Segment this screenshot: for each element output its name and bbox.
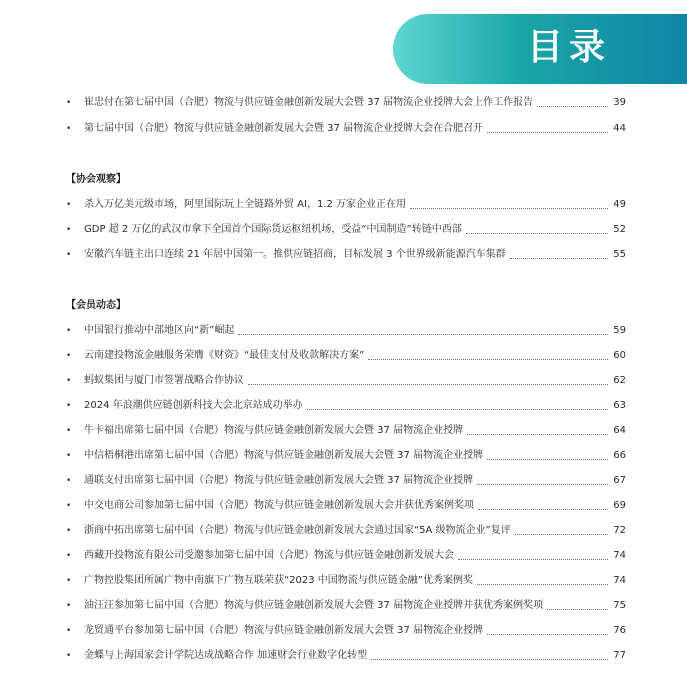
toc-entry-title: 蚂蚁集团与厦门市签署战略合作协议 [84, 375, 244, 386]
bullet-icon: • [66, 551, 72, 561]
toc-entry[interactable] [66, 595, 626, 617]
dot-leader [371, 659, 608, 660]
bullet-icon: • [66, 351, 72, 361]
bullet-icon: • [66, 200, 72, 210]
dot-leader [248, 384, 608, 385]
toc-entry[interactable] [66, 118, 626, 140]
bullet-icon: • [66, 401, 72, 411]
section-heading: 【会员动态】 [66, 300, 126, 311]
dot-leader [487, 132, 608, 133]
dot-leader [458, 559, 608, 560]
bullet-icon: • [66, 476, 72, 486]
bullet-icon: • [66, 576, 72, 586]
toc-entry-title: 广物控股集团所属广物中南旗下广物互联荣获“2023 中国物流与供应链金融”优秀案例奖 [84, 575, 473, 586]
bullet-icon: • [66, 250, 72, 260]
dot-leader [487, 459, 608, 460]
toc-entry[interactable] [66, 92, 626, 114]
toc-entry-page: 66 [613, 450, 626, 461]
toc-entry-page: 67 [613, 475, 626, 486]
toc-entry-title: 中国银行推动中部地区向“新”崛起 [84, 325, 235, 336]
toc-entry-page: 39 [613, 97, 626, 108]
dot-leader [467, 434, 608, 435]
toc-entry-page: 52 [613, 224, 626, 235]
bullet-icon: • [66, 651, 72, 661]
toc-entry[interactable] [66, 470, 626, 492]
toc-entry[interactable] [66, 244, 626, 266]
toc-entry[interactable] [66, 370, 626, 392]
bullet-icon: • [66, 326, 72, 336]
toc-entry[interactable] [66, 545, 626, 567]
toc-entry-page: 76 [613, 625, 626, 636]
toc-entry-title: GDP 超 2 万亿的武汉市拿下全国首个国际货运枢纽机场，受益“中国制造”转链中西部 [84, 224, 462, 235]
toc-entry-page: 77 [613, 650, 626, 661]
toc-entry[interactable] [66, 320, 626, 342]
toc-entry-page: 60 [613, 350, 626, 361]
toc-entry-title: 安徽汽车链主出口连续 21 年居中国第一。推供应链招商，目标发展 3 个世界级新能源汽车集群 [84, 249, 506, 260]
dot-leader [537, 106, 608, 107]
dot-leader [478, 509, 608, 510]
dot-leader [477, 484, 608, 485]
toc-entry[interactable] [66, 520, 626, 542]
toc-entry-page: 44 [613, 123, 626, 134]
dot-leader [510, 258, 608, 259]
toc-entry-page: 49 [613, 199, 626, 210]
bullet-icon: • [66, 451, 72, 461]
toc-entry-title: 西藏开投物流有限公司受邀参加第七届中国（合肥）物流与供应链金融创新发展大会 [84, 550, 454, 561]
toc-entry-page: 75 [613, 600, 626, 611]
toc-entry-page: 55 [613, 249, 626, 260]
toc-entry-title: 牛卡福出席第七届中国（合肥）物流与供应链金融创新发展大会暨 37 届物流企业授牌 [84, 425, 464, 436]
section-heading: 【协会观察】 [66, 174, 126, 185]
toc-entry-title: 中交电商公司参加第七届中国（合肥）物流与供应链金融创新发展大会并获优秀案例奖项 [84, 500, 474, 511]
toc-entry-title: 2024 年浪潮供应链创新科技大会北京站成功举办 [84, 400, 303, 411]
bullet-icon: • [66, 376, 72, 386]
bullet-icon: • [66, 98, 72, 108]
dot-leader [547, 609, 608, 610]
toc-entry[interactable] [66, 645, 626, 667]
bullet-icon: • [66, 225, 72, 235]
toc-entry-title: 龙贸通平台参加第七届中国（合肥）物流与供应链金融创新发展大会暨 37 届物流企业授牌 [84, 625, 484, 636]
dot-leader [466, 233, 608, 234]
bullet-icon: • [66, 626, 72, 636]
bullet-icon: • [66, 124, 72, 134]
toc-entry[interactable] [66, 345, 626, 367]
dot-leader [368, 359, 608, 360]
toc-entry[interactable] [66, 420, 626, 442]
toc-entry-page: 64 [613, 425, 626, 436]
toc-entry-title: 中信梧桐港出席第七届中国（合肥）物流与供应链金融创新发展大会暨 37 届物流企业授牌 [84, 450, 484, 461]
toc-entry-title: 第七届中国（合肥）物流与供应链金融创新发展大会暨 37 届物流企业授牌大会在合肥召开 [84, 123, 484, 134]
dot-leader [477, 584, 608, 585]
toc-entry-page: 72 [613, 525, 626, 536]
dot-leader [307, 409, 608, 410]
toc-entry[interactable] [66, 194, 626, 216]
toc-entry-page: 74 [613, 575, 626, 586]
dot-leader [238, 334, 608, 335]
toc-entry[interactable] [66, 495, 626, 517]
toc-entry-title: 油汪汪参加第七届中国（合肥）物流与供应链金融创新发展大会暨 37 届物流企业授牌并获优秀案例奖项 [84, 600, 544, 611]
toc-entry-page: 62 [613, 375, 626, 386]
toc-entry-title: 浙商中拓出席第七届中国（合肥）物流与供应链金融创新发展大会通过国家“5A 级物流企业”复评 [84, 525, 511, 536]
toc-entry[interactable] [66, 219, 626, 241]
toc-entry-title: 杀入万亿美元级市场，阿里国际玩上全链路外贸 AI，1.2 万家企业正在用 [84, 199, 407, 210]
toc-entry-title: 通联支付出席第七届中国（合肥）物流与供应链金融创新发展大会暨 37 届物流企业授牌 [84, 475, 474, 486]
toc-entry-title: 云南建投物流金融服务荣膺《财资》“最佳支付及收款解决方案” [84, 350, 365, 361]
toc-entry-page: 74 [613, 550, 626, 561]
toc-entry-page: 69 [613, 500, 626, 511]
toc-entry-title: 崔忠付在第七届中国（合肥）物流与供应链金融创新发展大会暨 37 届物流企业授牌大会上作工作报告 [84, 97, 534, 108]
dot-leader [487, 634, 608, 635]
toc-entry[interactable] [66, 620, 626, 642]
toc-entry[interactable] [66, 395, 626, 417]
bullet-icon: • [66, 526, 72, 536]
bullet-icon: • [66, 426, 72, 436]
dot-leader [515, 534, 608, 535]
toc-entry-title: 金蝶与上海国家会计学院达成战略合作 加速财会行业数字化转型 [84, 650, 368, 661]
bullet-icon: • [66, 501, 72, 511]
toc-entry-page: 59 [613, 325, 626, 336]
toc-entry[interactable] [66, 445, 626, 467]
toc-entry[interactable] [66, 570, 626, 592]
dot-leader [410, 208, 608, 209]
page-title: 目录 [527, 27, 612, 68]
toc-entry-page: 63 [613, 400, 626, 411]
bullet-icon: • [66, 601, 72, 611]
